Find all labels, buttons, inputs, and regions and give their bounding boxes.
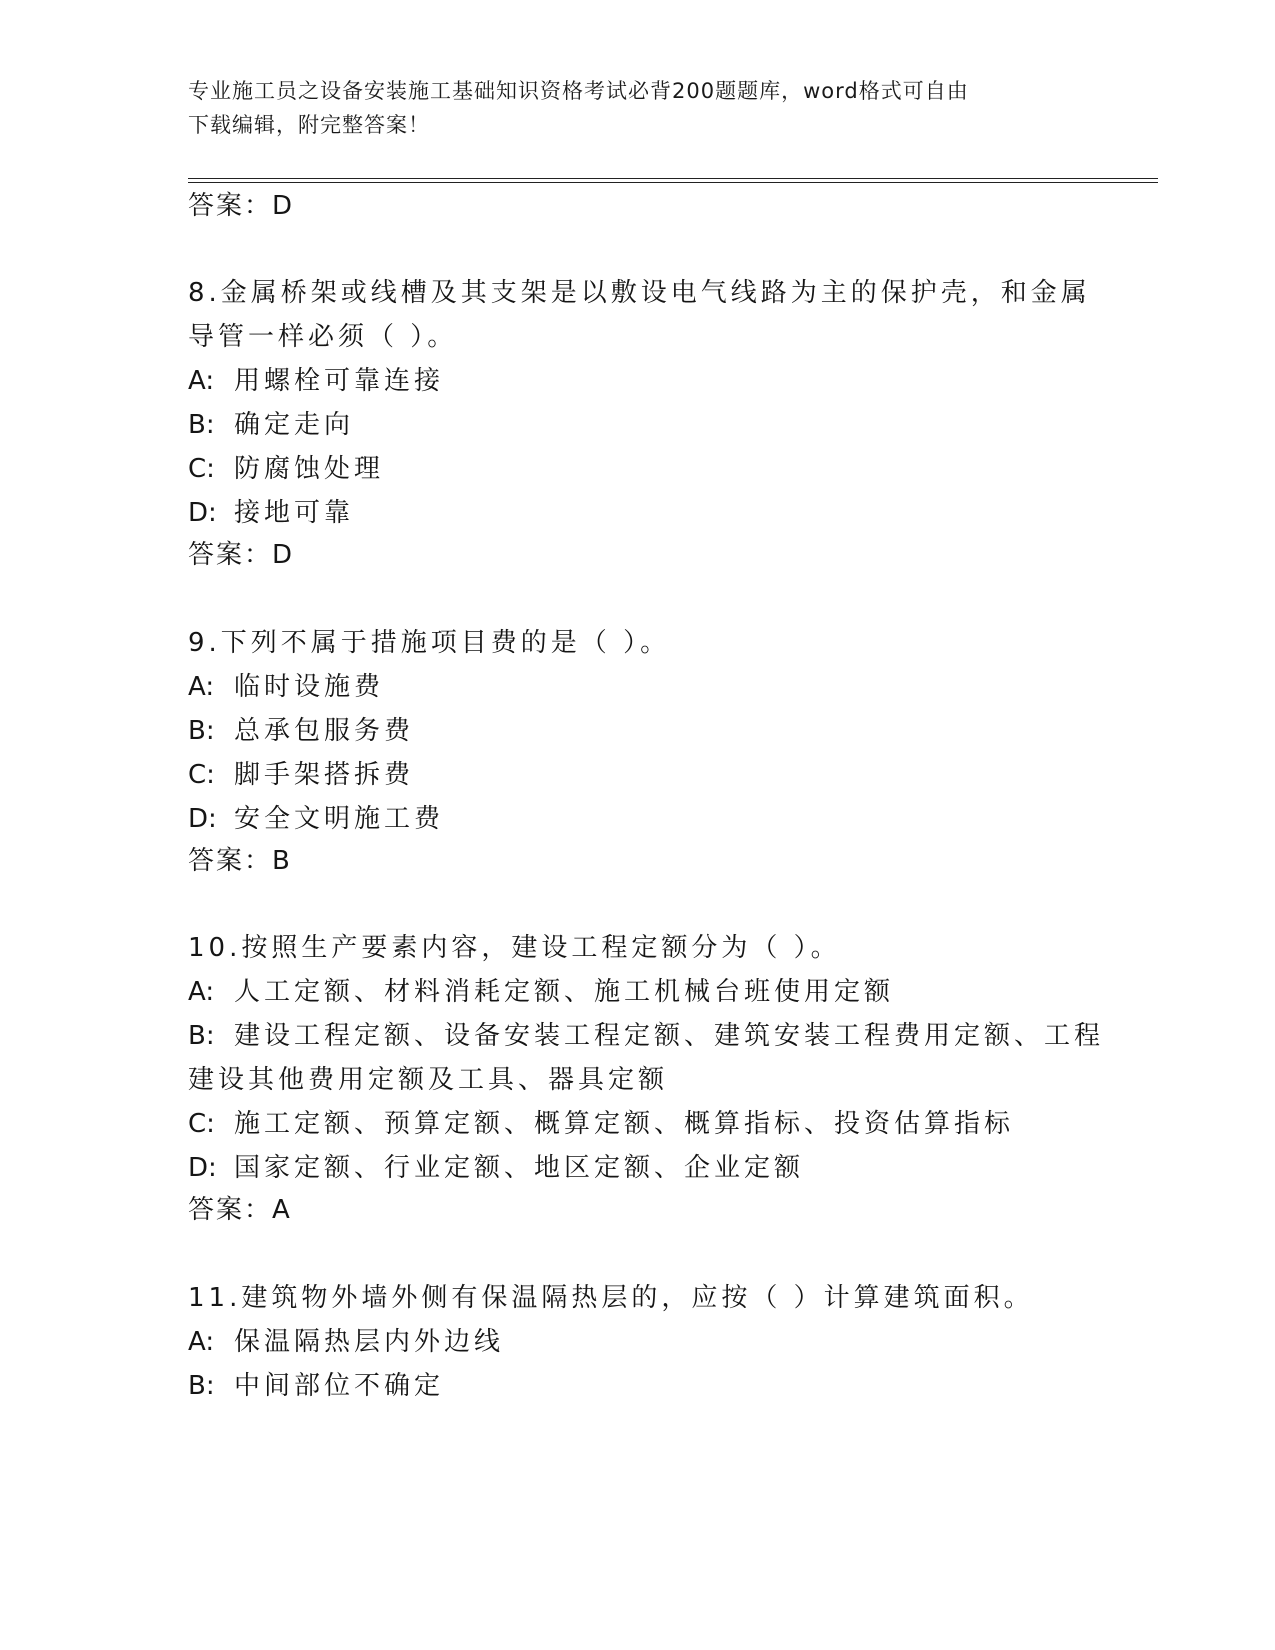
option-text: 确定走向 [234, 410, 355, 440]
option-b [188, 1019, 1104, 1053]
question-stem: 10.按照生产要素内容，建设工程定额分为（ ）。 [188, 933, 841, 963]
option-label: A: [188, 672, 215, 702]
option-text: 脚手架搭拆费 [234, 760, 415, 790]
option-label: D: [188, 1153, 217, 1183]
option-d [188, 1151, 804, 1185]
option-text: 防腐蚀处理 [234, 454, 385, 484]
option-label: A: [188, 1327, 215, 1357]
option-b [188, 408, 354, 442]
option-a [188, 975, 894, 1009]
option-text: 临时设施费 [234, 672, 385, 702]
option-label: A: [188, 977, 215, 1007]
answer: 答案：B [188, 846, 292, 876]
option-a [188, 364, 444, 398]
option-text: 接地可靠 [234, 498, 355, 528]
option-c [188, 1107, 1014, 1141]
answer: 答案：D [188, 540, 295, 570]
option-label: D: [188, 498, 217, 528]
document-header [188, 74, 1068, 142]
option-c [188, 758, 414, 792]
option-label: C: [188, 760, 215, 790]
header-line-1: 专业施工员之设备安装施工基础知识资格考试必背200题题库，word格式可自由 [188, 79, 969, 103]
option-label: B: [188, 410, 215, 440]
option-text: 总承包服务费 [234, 716, 415, 746]
option-b [188, 714, 414, 748]
option-label: D: [188, 804, 217, 834]
option-b-continued: 建设其他费用定额及工具、器具定额 [188, 1065, 669, 1095]
option-label: C: [188, 1109, 215, 1139]
option-a [188, 670, 384, 704]
option-text: 施工定额、预算定额、概算定额、概算指标、投资估算指标 [234, 1109, 1015, 1139]
option-c [188, 452, 384, 486]
option-label: B: [188, 1371, 215, 1401]
option-b [188, 1369, 444, 1403]
option-a [188, 1325, 504, 1359]
question-stem: 8.金属桥架或线槽及其支架是以敷设电气线路为主的保护壳，和金属 [188, 278, 1091, 308]
option-text: 中间部位不确定 [234, 1371, 445, 1401]
option-text: 国家定额、行业定额、地区定额、企业定额 [234, 1153, 805, 1183]
option-d [188, 496, 354, 530]
option-text: 人工定额、材料消耗定额、施工机械台班使用定额 [234, 977, 895, 1007]
answer: 答案：A [188, 1195, 292, 1225]
option-d [188, 802, 444, 836]
option-text: 安全文明施工费 [234, 804, 445, 834]
option-text: 建设工程定额、设备安装工程定额、建筑安装工程费用定额、工程 [234, 1021, 1105, 1051]
question-stem-continued: 导管一样必须（ ）。 [188, 322, 458, 352]
option-label: B: [188, 716, 215, 746]
option-label: B: [188, 1021, 215, 1051]
option-text: 保温隔热层内外边线 [234, 1327, 505, 1357]
header-divider [188, 178, 1158, 183]
header-line-2: 下载编辑，附完整答案！ [188, 113, 430, 137]
question-stem: 11.建筑物外墙外侧有保温隔热层的，应按（ ）计算建筑面积。 [188, 1283, 1034, 1313]
previous-answer: 答案：D [188, 191, 295, 221]
option-label: A: [188, 366, 215, 396]
option-text: 用螺栓可靠连接 [234, 366, 445, 396]
option-label: C: [188, 454, 215, 484]
question-stem: 9.下列不属于措施项目费的是（ ）。 [188, 628, 671, 658]
